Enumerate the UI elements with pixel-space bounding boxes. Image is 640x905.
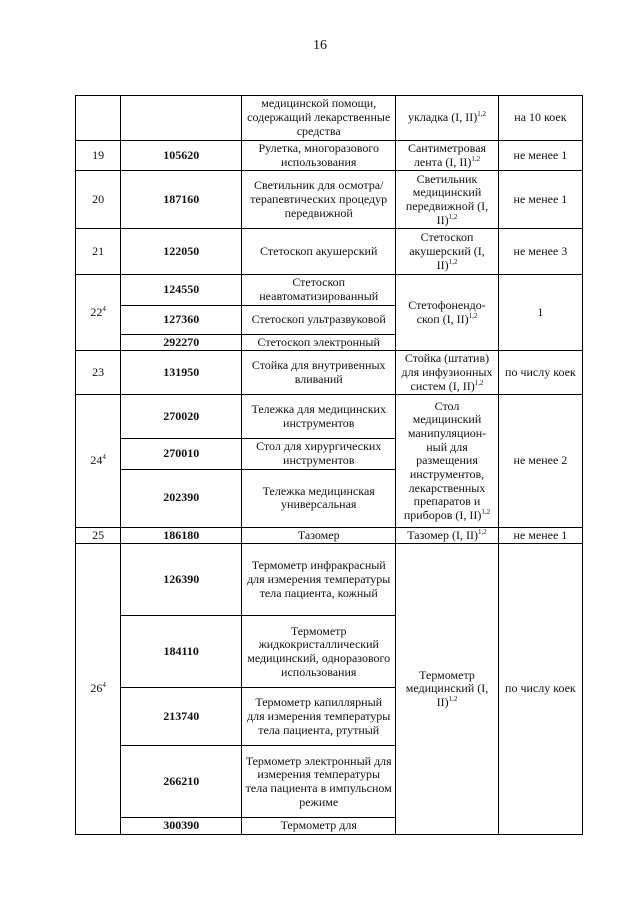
- item-name: Стетоскоп акушерский: [242, 229, 396, 275]
- item-name: Тележка медицинская универсальная: [242, 469, 396, 527]
- equipment-name: Стойка (штатив) для инфузионных систем (I, II)$^{1,2}$: [396, 351, 499, 395]
- table-row: [76, 171, 583, 229]
- item-code: 126390: [121, 544, 242, 616]
- row-number: 25: [76, 527, 121, 544]
- row-number: $24^4$: [76, 395, 121, 527]
- equipment-name: Термометр медицинский (I, II)$^{1,2}$: [396, 544, 499, 835]
- item-code: 105620: [121, 141, 242, 171]
- table-row: [76, 544, 583, 616]
- row-number: 21: [76, 229, 121, 275]
- item-code: 186180: [121, 527, 242, 544]
- quantity: по числу коек: [498, 351, 582, 395]
- equipment-name: Светильник медицинский передвижной (I, II)$^{1,2}$: [396, 171, 499, 229]
- item-code: 127360: [121, 305, 242, 334]
- item-name: медицинской помощи, содержащий лекарственные средства: [242, 96, 396, 141]
- item-name: Стетоскоп ультразвуковой: [242, 305, 396, 334]
- table-row: [76, 275, 583, 305]
- item-name: Термометр для: [242, 818, 396, 835]
- quantity: по числу коек: [498, 544, 582, 835]
- row-number: [76, 96, 121, 141]
- item-name: Рулетка, многоразового использования: [242, 141, 396, 171]
- table-row: [76, 229, 583, 275]
- table-row: [76, 395, 583, 439]
- item-name: Стетоскоп электронный: [242, 334, 396, 351]
- item-name: Тазомер: [242, 527, 396, 544]
- item-name: Термометр электронный для измерения температуры тела пациента в импульсном режиме: [242, 746, 396, 818]
- row-number: 20: [76, 171, 121, 229]
- item-code: 292270: [121, 334, 242, 351]
- item-name: Стетоскоп неавтоматизированный: [242, 275, 396, 305]
- item-code: 184110: [121, 616, 242, 688]
- item-name: Тележка для медицинских инструментов: [242, 395, 396, 439]
- equipment-name: укладка (I, II)$^{1,2}$: [396, 96, 499, 141]
- item-name: Стол для хирургических инструментов: [242, 439, 396, 469]
- item-code: 122050: [121, 229, 242, 275]
- quantity: не менее 1: [498, 527, 582, 544]
- item-code: 270010: [121, 439, 242, 469]
- equipment-name: Сантиметровая лента (I, II)$^{1,2}$: [396, 141, 499, 171]
- row-number: $22^4$: [76, 275, 121, 351]
- table-row: [76, 527, 583, 544]
- quantity: 1: [498, 275, 582, 351]
- equipment-name: Стол медицинский манипуляцион-ный для размещения инструментов, лекарственных препаратов и приборов (I, II)$^{1,2}$: [396, 395, 499, 527]
- quantity: на 10 коек: [498, 96, 582, 141]
- item-code: 270020: [121, 395, 242, 439]
- quantity: не менее 1: [498, 141, 582, 171]
- item-name: Стойка для внутривенных вливаний: [242, 351, 396, 395]
- item-code: 202390: [121, 469, 242, 527]
- item-code: 187160: [121, 171, 242, 229]
- row-number: $26^4$: [76, 544, 121, 835]
- equipment-table: [75, 95, 583, 835]
- equipment-name: Тазомер (I, II)$^{1,2}$: [396, 527, 499, 544]
- item-code: 266210: [121, 746, 242, 818]
- item-name: Термометр капиллярный для измерения температуры тела пациента, ртутный: [242, 688, 396, 746]
- table-row: [76, 96, 583, 141]
- item-code: 300390: [121, 818, 242, 835]
- item-code: 124550: [121, 275, 242, 305]
- item-code: [121, 96, 242, 141]
- quantity: не менее 2: [498, 395, 582, 527]
- quantity: не менее 3: [498, 229, 582, 275]
- row-number: 23: [76, 351, 121, 395]
- equipment-name: Стетоскоп акушерский (I, II)$^{1,2}$: [396, 229, 499, 275]
- page-number: 16: [313, 38, 327, 53]
- equipment-name: Стетофонендо-скоп (I, II)$^{1,2}$: [396, 275, 499, 351]
- row-number: 19: [76, 141, 121, 171]
- item-code: 213740: [121, 688, 242, 746]
- item-name: Термометр инфракрасный для измерения температуры тела пациента, кожный: [242, 544, 396, 616]
- table-row: [76, 351, 583, 395]
- item-code: 131950: [121, 351, 242, 395]
- quantity: не менее 1: [498, 171, 582, 229]
- item-name: Термометр жидкокристаллический медицинский, одноразового использования: [242, 616, 396, 688]
- table-row: [76, 141, 583, 171]
- item-name: Светильник для осмотра/терапевтических процедур передвижной: [242, 171, 396, 229]
